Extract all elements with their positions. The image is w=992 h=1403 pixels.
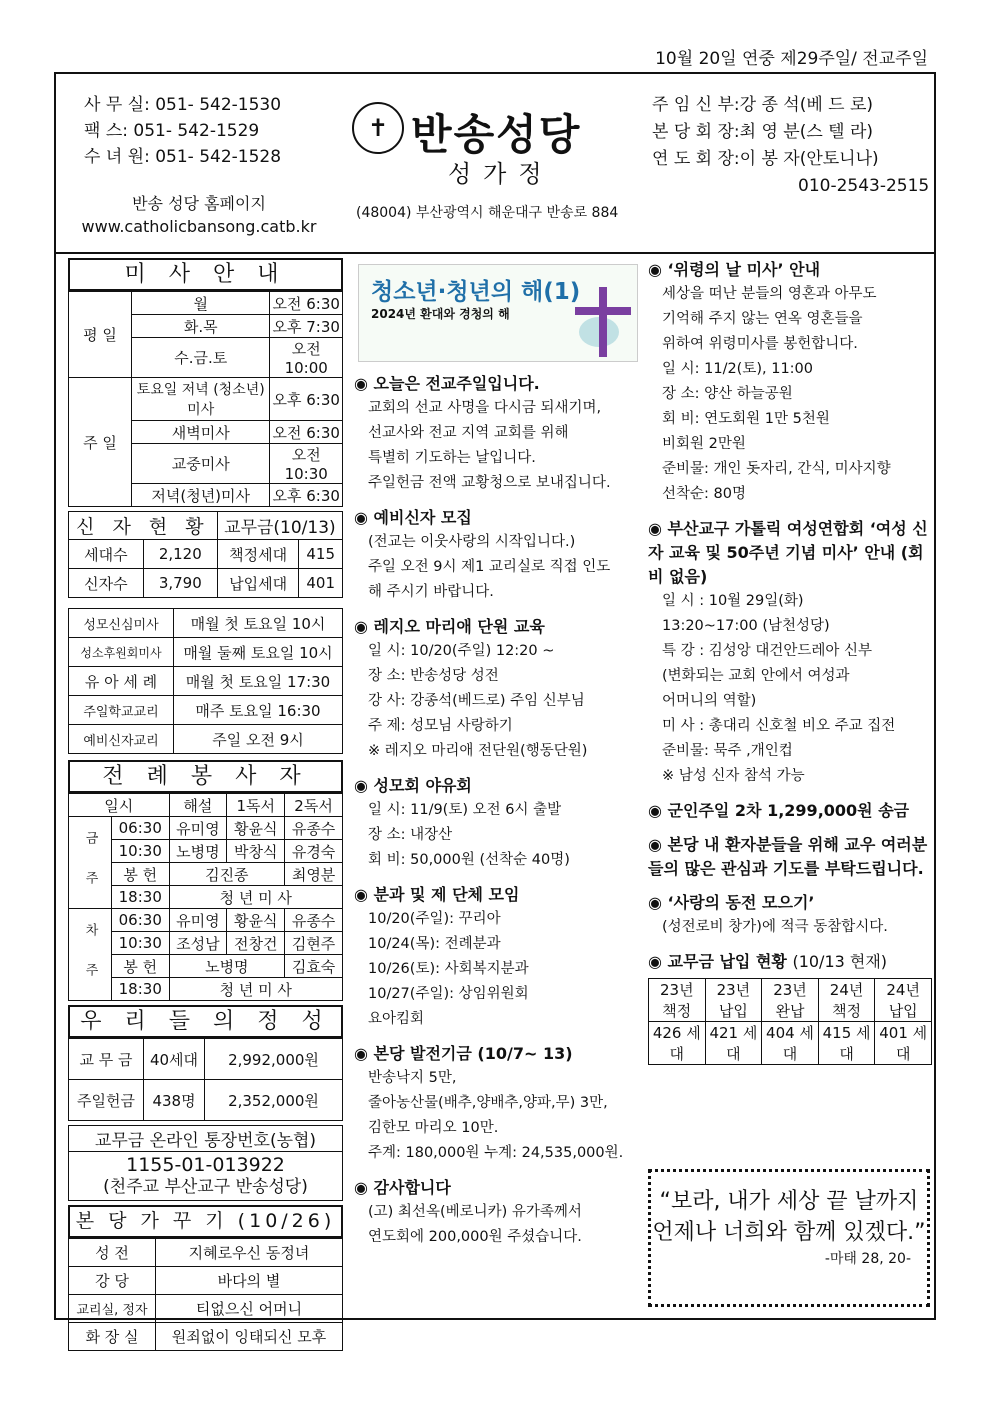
col-header: 2독서 xyxy=(285,794,343,817)
account-info xyxy=(69,1152,343,1201)
time-cell: 10:30 xyxy=(112,840,170,863)
mass-title: 미 사 안 내 xyxy=(68,258,343,291)
decor-title: 본 당 가 꾸 기 (10/26) xyxy=(68,1205,343,1238)
mass-day: 수.금.토 xyxy=(132,338,270,378)
decor-group: 티없으신 어머니 xyxy=(156,1295,343,1323)
announcement-heading: ◉ 본당 발전기금 (10/7~ 13) xyxy=(354,1044,573,1063)
announcement-line: 김한모 마리오 10만. xyxy=(368,1120,499,1136)
col-header: 해설 xyxy=(169,794,227,817)
tithe-header-cell: 23년 책정 xyxy=(649,979,706,1022)
time-cell: 18:30 xyxy=(112,886,170,909)
sunday-label: 주 일 xyxy=(69,378,132,507)
cell: 2,120 xyxy=(143,540,217,569)
cell: 김효숙 xyxy=(285,955,343,978)
homepage-url[interactable]: www.catholicbansong.catb.kr xyxy=(81,217,317,236)
announcement-heading: ◉ ‘사랑의 동전 모으기’ xyxy=(648,893,815,912)
offering-amount: 2,352,000원 xyxy=(205,1080,343,1121)
announcement-heading: ◉ 예비신자 모집 xyxy=(354,508,472,527)
cell: 유종수 xyxy=(285,817,343,840)
tithe-header-cell: 24년 책정 xyxy=(818,979,875,1022)
bulletin-frame xyxy=(54,72,936,1346)
time-cell: 06:30 xyxy=(112,909,170,932)
office-phone: 사 무 실: 051- 542-1530 xyxy=(84,95,282,115)
schedule-name: 예비신자교리 xyxy=(69,725,174,754)
announcement-line: 해 주시기 바랍니다. xyxy=(368,584,494,600)
tithe-status-heading: ◉ 교무금 납입 현황 (10/13 현재) xyxy=(648,952,888,971)
homepage-label: 반송 성당 홈페이지 xyxy=(132,194,266,213)
schedule-table xyxy=(68,608,343,754)
elder-head: 연 도 회 장:이 봉 자(안토니나) xyxy=(652,149,879,169)
banner-title: 청소년·청년의 해(1) xyxy=(371,279,581,305)
cross-icon xyxy=(599,287,607,357)
mass-time: 오후 7:30 xyxy=(270,315,343,338)
cell: 전창건 xyxy=(227,932,285,955)
scripture-text: “보라, 내가 세상 끝 날까지 언제나 너희와 함께 있겠다.” xyxy=(652,1189,926,1245)
announcement-line: 일 시: 11/2(토), 11:00 xyxy=(662,361,814,377)
schedule-time: 매월 첫 토요일 10시 xyxy=(174,609,343,638)
tithe-status-date: (10/13 현재) xyxy=(792,952,888,971)
next-week-label: 차 주 xyxy=(69,909,112,1001)
announcement-line: 일 시: 11/9(토) 오전 6시 출발 xyxy=(368,802,562,818)
announcement xyxy=(354,1176,646,1250)
announcement-line: 미 사 : 총대리 신호철 비오 주교 집전 xyxy=(662,718,896,734)
account-title: 교무금 온라인 통장번호(농협) xyxy=(69,1126,343,1152)
announcement-line: 주계: 180,000원 누계: 24,535,000원. xyxy=(368,1145,624,1161)
tithe-header-cell: 23년 완납 xyxy=(762,979,819,1022)
announcement xyxy=(354,883,646,1032)
tithe-value-cell: 426 세대 xyxy=(649,1022,706,1065)
announcement-line: 선착순: 80명 xyxy=(662,486,746,502)
cell: 김현주 xyxy=(285,932,343,955)
announcement-heading: ◉ 군인주일 2차 1,299,000원 송금 xyxy=(648,801,910,820)
decor-place: 교리실, 정자 xyxy=(69,1295,156,1323)
announcement-line: 회 비: 연도회원 1만 5천원 xyxy=(662,411,830,427)
announcement xyxy=(354,1042,646,1166)
time-cell: 18:30 xyxy=(112,978,170,1001)
cell: 노병명 xyxy=(169,955,285,978)
cell: 청 년 미 사 xyxy=(169,886,342,909)
announcement xyxy=(648,517,932,789)
announcement-line: 준비물: 묵주 ,개인컵 xyxy=(662,743,793,759)
issue-date: 10월 20일 연중 제29주일/ 전교주일 xyxy=(655,49,928,69)
council-head: 본 당 회 장:최 영 분(스 텔 라) xyxy=(652,122,874,142)
offering-count: 438명 xyxy=(144,1080,205,1121)
announcement-line: 위하여 위령미사를 봉헌합니다. xyxy=(662,336,858,352)
pastor: 주 임 신 부:강 종 석(베 드 로) xyxy=(652,95,874,115)
mass-day: 화.목 xyxy=(132,315,270,338)
cell: 유종수 xyxy=(285,909,343,932)
announcement-line: (전교는 이웃사랑의 시작입니다.) xyxy=(368,534,576,550)
schedule-name: 성소후원회미사 xyxy=(69,638,174,667)
cell: 유경숙 xyxy=(285,840,343,863)
decor-table xyxy=(68,1238,343,1351)
announcement xyxy=(648,799,932,823)
announcement-heading: ◉ 부산교구 가톨릭 여성연합회 ‘여성 신자 교육 및 50주년 기념 미사’ 안내 (회비 없음) xyxy=(648,519,928,586)
announcement-line: 장 소: 내장산 xyxy=(368,827,453,843)
scripture-ref: -마태 28, 20- xyxy=(824,1251,911,1267)
announcement xyxy=(648,833,932,881)
header xyxy=(56,74,934,254)
middle-column xyxy=(354,258,646,1260)
announcement xyxy=(354,372,646,496)
announcement-line: 특 강 : 김성앙 대건안드레아 신부 xyxy=(662,643,873,659)
account-number: 1155-01-013922 xyxy=(126,1154,285,1176)
schedule-time: 매주 토요일 16:30 xyxy=(174,696,343,725)
cell: 최영분 xyxy=(285,863,343,886)
schedule-name: 유 아 세 례 xyxy=(69,667,174,696)
decor-place: 성 전 xyxy=(69,1239,156,1267)
announcement-line: 일 시 : 10월 29일(화) xyxy=(662,593,804,609)
mass-time: 오전 6:30 xyxy=(270,421,343,444)
tithe-title: 교무금(10/13) xyxy=(217,512,342,540)
leaders-block xyxy=(652,92,929,200)
announcement-line: 특별히 기도하는 날입니다. xyxy=(368,450,536,466)
cell: 유미영 xyxy=(169,817,227,840)
announcement-line: 회 비: 50,000원 (선착순 40명) xyxy=(368,852,570,868)
announcement-line: 기억해 주지 않는 연옥 영혼들을 xyxy=(662,311,863,327)
cell: 조성남 xyxy=(169,932,227,955)
time-cell: 10:30 xyxy=(112,932,170,955)
homepage-block xyxy=(68,192,330,238)
liturgy-table xyxy=(68,793,343,1001)
tithe-status-table xyxy=(648,978,932,1065)
announcement-heading: ◉ 오늘은 전교주일입니다. xyxy=(354,374,540,393)
announcement-line: 선교사와 전교 지역 교회를 위해 xyxy=(368,425,569,441)
announcement-line: 10/26(토): 사회복지분과 xyxy=(368,961,529,977)
mass-day: 저녁(청년)미사 xyxy=(132,484,270,507)
announcement-heading: ◉ ‘위령의 날 미사’ 안내 xyxy=(648,260,821,279)
announcement-line: 교회의 선교 사명을 다시금 되새기며, xyxy=(368,400,602,416)
mass-time: 오전10:30 xyxy=(270,444,343,484)
tithe-status-section xyxy=(648,950,932,1065)
schedule-time: 매월 둘째 토요일 10시 xyxy=(174,638,343,667)
tithe-value-cell: 404 세대 xyxy=(762,1022,819,1065)
announcement xyxy=(648,258,932,507)
right-announcements xyxy=(648,258,932,940)
announcement-line: 13:20~17:00 (남천성당) xyxy=(662,618,830,634)
announcement-line: 10/20(주일): 꾸리아 xyxy=(368,911,501,927)
scripture-box xyxy=(648,1169,930,1307)
announcement-line: (변화되는 교회 안에서 여성과 xyxy=(662,668,850,684)
account-holder: (천주교 부산교구 반송성당) xyxy=(103,1177,308,1197)
announcement-line: 세상을 떠난 분들의 영혼과 아무도 xyxy=(662,286,877,302)
mass-table xyxy=(68,291,343,507)
offering-count: 40세대 xyxy=(144,1039,205,1080)
announcement-line: 줄아농산물(배추,양배추,양파,무) 3만, xyxy=(368,1095,608,1111)
announcement-line: 어머니의 역할) xyxy=(662,693,757,709)
announcement-heading: ◉ 분과 및 제 단체 모임 xyxy=(354,885,520,904)
col-header: 일시 xyxy=(69,794,170,817)
announcement-line: 준비물: 개인 돗자리, 간식, 미사지향 xyxy=(662,461,891,477)
announcement-line: 10/27(주일): 상임위원회 xyxy=(368,986,529,1002)
cell: 황윤식 xyxy=(227,817,285,840)
cell: 401 xyxy=(299,569,343,598)
youth-year-banner xyxy=(358,264,638,362)
announcement-line: 10/24(목): 전례분과 xyxy=(368,936,501,952)
announcement xyxy=(648,891,932,940)
announcement-line: ※ 남성 신자 참석 가능 xyxy=(662,768,805,784)
announcement-line: 장 소: 양산 하늘공원 xyxy=(662,386,793,402)
announcement-line: 비회원 2만원 xyxy=(662,436,746,452)
announcement-line: 요아킴회 xyxy=(368,1011,425,1027)
mass-day: 새벽미사 xyxy=(132,421,270,444)
announcement-line: 반송낙지 5만, xyxy=(368,1070,457,1086)
decor-group: 원죄없이 잉태되신 모후 xyxy=(156,1323,343,1351)
announcement xyxy=(354,506,646,605)
tithe-header-cell: 23년 납입 xyxy=(705,979,762,1022)
banner-subtitle: 2024년 환대와 경청의 해 xyxy=(371,307,510,321)
announcement-line: 일 시: 10/20(주일) 12:20 ~ xyxy=(368,643,555,659)
liturgy-title: 전 례 봉 사 자 xyxy=(68,760,343,793)
cell: 책정세대 xyxy=(217,540,299,569)
announcement-line: 장 소: 반송성당 성전 xyxy=(368,668,499,684)
right-column xyxy=(648,258,932,1075)
announcement-heading: ◉ 본당 내 환자분들을 위해 교우 여러분들의 많은 관심과 기도를 부탁드립니다. xyxy=(648,835,928,878)
middle-announcements xyxy=(354,372,646,1250)
mass-day: 교중미사 xyxy=(132,444,270,484)
cell: 황윤식 xyxy=(227,909,285,932)
schedule-time: 주일 오전 9시 xyxy=(174,725,343,754)
decor-group: 지혜로우신 동정녀 xyxy=(156,1239,343,1267)
announcement xyxy=(354,615,646,764)
offering-label: 교 무 금 xyxy=(69,1039,144,1080)
cross-bar-icon xyxy=(575,307,631,315)
fax-number: 팩 스: 051- 542-1529 xyxy=(84,121,260,141)
left-column xyxy=(68,258,343,1351)
mass-time: 오전10:00 xyxy=(270,338,343,378)
believers-title: 신 자 현 황 xyxy=(69,512,218,540)
announcement-line: 강 사: 강종석(베드로) 주임 신부님 xyxy=(368,693,585,709)
schedule-name: 주일학교교리 xyxy=(69,696,174,725)
tithe-value-cell: 421 세대 xyxy=(705,1022,762,1065)
weekday-label: 평 일 xyxy=(69,292,132,378)
account-table xyxy=(68,1125,343,1201)
decor-group: 바다의 별 xyxy=(156,1267,343,1295)
offerings-title: 우 리 들 의 정 성 xyxy=(68,1005,343,1038)
elder-phone: 010-2543-2515 xyxy=(798,176,930,196)
schedule-name: 성모신심미사 xyxy=(69,609,174,638)
announcement-line: ※ 레지오 마리애 전단원(행동단원) xyxy=(368,743,588,759)
church-name: 반송성당 xyxy=(411,110,582,159)
schedule-time: 매월 첫 토요일 17:30 xyxy=(174,667,343,696)
cell: 김진종 xyxy=(169,863,285,886)
announcement-heading: ◉ 레지오 마리애 단원 교육 xyxy=(354,617,545,636)
announcement-line: (고) 최선옥(베로니카) 유가족께서 xyxy=(368,1204,582,1220)
announcement-line: (성전로비 창가)에 적극 동참합시다. xyxy=(662,919,888,935)
cell: 청 년 미 사 xyxy=(169,978,342,1001)
announcement xyxy=(354,774,646,873)
mass-time: 오후 6:30 xyxy=(270,484,343,507)
cell: 노병명 xyxy=(169,840,227,863)
choir-name: 성가정 xyxy=(448,160,554,188)
announcement-line: 주 제: 성모님 사랑하기 xyxy=(368,718,513,734)
church-logo-icon: ✝ xyxy=(352,102,404,154)
mass-time: 오후 6:30 xyxy=(270,378,343,421)
tithe-value-cell: 415 세대 xyxy=(818,1022,875,1065)
announcement-heading: ◉ 감사합니다 xyxy=(354,1178,451,1197)
convent-phone: 수 녀 원: 051- 542-1528 xyxy=(84,147,282,167)
col-header: 1독서 xyxy=(227,794,285,817)
believers-table xyxy=(68,511,343,598)
tithe-header-cell: 24년 납입 xyxy=(875,979,932,1022)
mass-day: 월 xyxy=(132,292,270,315)
announcement-line: 연도회에 200,000원 주셨습니다. xyxy=(368,1229,582,1245)
cell: 세대수 xyxy=(69,540,144,569)
announcement-heading: ◉ 성모회 야유회 xyxy=(354,776,472,795)
decor-place: 강 당 xyxy=(69,1267,156,1295)
time-cell: 06:30 xyxy=(112,817,170,840)
cell: 박창식 xyxy=(227,840,285,863)
mass-day: 토요일 저녁 (청소년)미사 xyxy=(132,378,270,421)
cell: 납입세대 xyxy=(217,569,299,598)
offerings-table xyxy=(68,1038,343,1121)
time-cell: 봉 헌 xyxy=(112,955,170,978)
cell: 신자수 xyxy=(69,569,144,598)
announcement-line: 주일헌금 전액 교황청으로 보내집니다. xyxy=(368,475,611,491)
cell: 유미영 xyxy=(169,909,227,932)
contact-block xyxy=(84,92,281,170)
tithe-value-cell: 401 세대 xyxy=(875,1022,932,1065)
this-week-label: 금 주 xyxy=(69,817,112,909)
cell: 415 xyxy=(299,540,343,569)
offering-amount: 2,992,000원 xyxy=(205,1039,343,1080)
decor-place: 화 장 실 xyxy=(69,1323,156,1351)
mass-time: 오전 6:30 xyxy=(270,292,343,315)
announcement-line: 주일 오전 9시 제1 교리실로 직접 인도 xyxy=(368,559,611,575)
time-cell: 봉 헌 xyxy=(112,863,170,886)
church-address: (48004) 부산광역시 해운대구 반송로 884 xyxy=(356,205,619,221)
offering-label: 주일헌금 xyxy=(69,1080,144,1121)
cell: 3,790 xyxy=(143,569,217,598)
